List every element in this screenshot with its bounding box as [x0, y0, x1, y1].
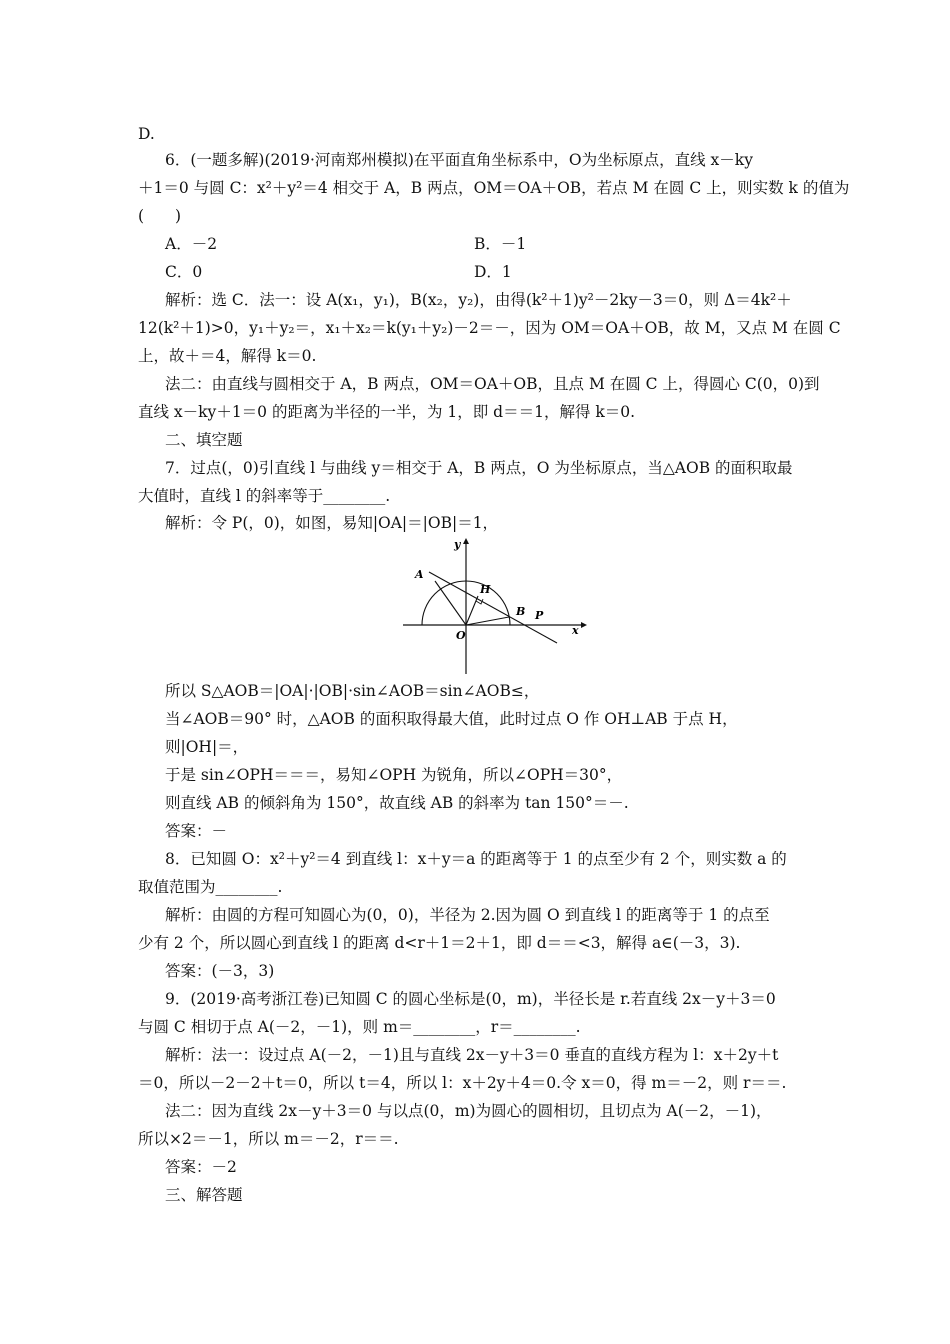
- answer-line: 答案：－: [165, 822, 228, 840]
- text-line: ( ): [138, 207, 182, 225]
- solution-line: 于是 sin∠OPH＝＝＝，易知∠OPH 为锐角，所以∠OPH＝30°，: [165, 766, 623, 784]
- option-c: C．0: [165, 263, 203, 281]
- geometry-figure: [395, 530, 595, 680]
- label-a: A: [415, 568, 424, 581]
- text-line: D.: [138, 125, 155, 143]
- solution-line: ＝0，所以－2－2＋t＝0，所以 t＝4，所以 l：x＋2y＋4＝0.令 x＝0，得 m＝－2，则 r＝＝.: [138, 1074, 787, 1092]
- segment-oh: [466, 596, 478, 625]
- answer-line: 答案：(－3，3): [165, 962, 275, 980]
- solution-line: 所以 S△AOB＝|OA|·|OB|·sin∠AOB＝sin∠AOB≤，: [165, 682, 540, 700]
- solution-line: 法二：因为直线 2x－y＋3＝0 与以点(0，m)为圆心的圆相切，且切点为 A(－2，－1)，: [165, 1102, 772, 1120]
- solution-line: 直线 x－ky＋1＝0 的距离为半径的一半，为 1，即 d＝＝1，解得 k＝0.: [138, 403, 636, 421]
- label-h: H: [480, 583, 491, 596]
- label-y: y: [454, 538, 461, 551]
- label-x: x: [572, 624, 579, 637]
- option-a: A．－2: [165, 235, 218, 253]
- question-8: 8．已知圆 O：x²＋y²＝4 到直线 l：x＋y＝a 的距离等于 1 的点至少有 2 个，则实数 a 的: [165, 850, 787, 868]
- label-b: B: [516, 605, 526, 618]
- solution-line: 解析：令 P(，0)，如图，易知|OA|＝|OB|＝1，: [165, 514, 499, 532]
- label-p: P: [535, 609, 544, 622]
- solution-line: 解析：法一：设过点 A(－2，－1)且与直线 2x－y＋3＝0 垂直的直线方程为 l：x＋2y＋t: [165, 1046, 779, 1064]
- solution-line: 12(k²＋1)>0，y₁＋y₂＝，x₁＋x₂＝k(y₁＋y₂)－2＝－，因为 OM＝OA＋OB，故 M，又点 M 在圆 C: [138, 319, 841, 337]
- solution-line: 所以×2＝－1，所以 m＝－2，r＝＝.: [138, 1130, 399, 1148]
- solution-line: 上，故＋＝4，解得 k＝0.: [138, 347, 317, 365]
- option-b: B．－1: [474, 235, 527, 253]
- solution-line: 则|OH|＝，: [165, 738, 249, 756]
- question-9: 9．(2019·高考浙江卷)已知圆 C 的圆心坐标是(0，m)，半径长是 r.若直线 2x－y＋3＝0: [165, 990, 776, 1008]
- solution-line: 法二：由直线与圆相交于 A，B 两点，OM＝OA＋OB，且点 M 在圆 C 上，得圆心 C(0，0)到: [165, 375, 820, 393]
- question-7: 7．过点(，0)引直线 l 与曲线 y＝相交于 A，B 两点，O 为坐标原点，当△AOB 的面积取最: [165, 459, 793, 477]
- question-6: 6．(一题多解)(2019·河南郑州模拟)在平面直角坐标系中，O为坐标原点，直线 x－ky: [165, 151, 753, 169]
- segment-ob: [466, 617, 509, 625]
- text-line: 取值范围为________.: [138, 878, 283, 896]
- section-heading: 二、填空题: [165, 431, 243, 449]
- section-heading: 三、解答题: [165, 1186, 243, 1204]
- solution-line: 解析：选 C．法一：设 A(x₁，y₁)，B(x₂，y₂)，由得(k²＋1)y²－2ky－3＝0，则 Δ＝4k²＋: [165, 291, 792, 309]
- solution-line: 解析：由圆的方程可知圆心为(0，0)，半径为 2.因为圆 O 到直线 l 的距离等于 1 的点至: [165, 906, 770, 924]
- label-o: O: [456, 629, 466, 642]
- text-line: ＋1＝0 与圆 C：x²＋y²＝4 相交于 A，B 两点，OM＝OA＋OB，若点 M 在圆 C 上，则实数 k 的值为: [138, 179, 850, 197]
- y-axis-arrow: [463, 538, 469, 544]
- solution-line: 少有 2 个，所以圆心到直线 l 的距离 d<r＋1＝2＋1，即 d＝＝<3，解得 a∈(－3，3).: [138, 934, 741, 952]
- text-line: 大值时，直线 l 的斜率等于________.: [138, 487, 391, 505]
- text-line: 与圆 C 相切于点 A(－2，－1)，则 m＝________，r＝________.: [138, 1018, 581, 1036]
- segment-oa: [435, 581, 466, 625]
- solution-line: 当∠AOB＝90° 时，△AOB 的面积取得最大值，此时过点 O 作 OH⊥AB 于点 H，: [165, 710, 738, 728]
- solution-line: 则直线 AB 的倾斜角为 150°，故直线 AB 的斜率为 tan 150°＝－.: [165, 794, 629, 812]
- line-l: [429, 572, 557, 643]
- answer-line: 答案：－2: [165, 1158, 237, 1176]
- x-axis-arrow: [581, 622, 587, 628]
- option-d: D．1: [474, 263, 512, 281]
